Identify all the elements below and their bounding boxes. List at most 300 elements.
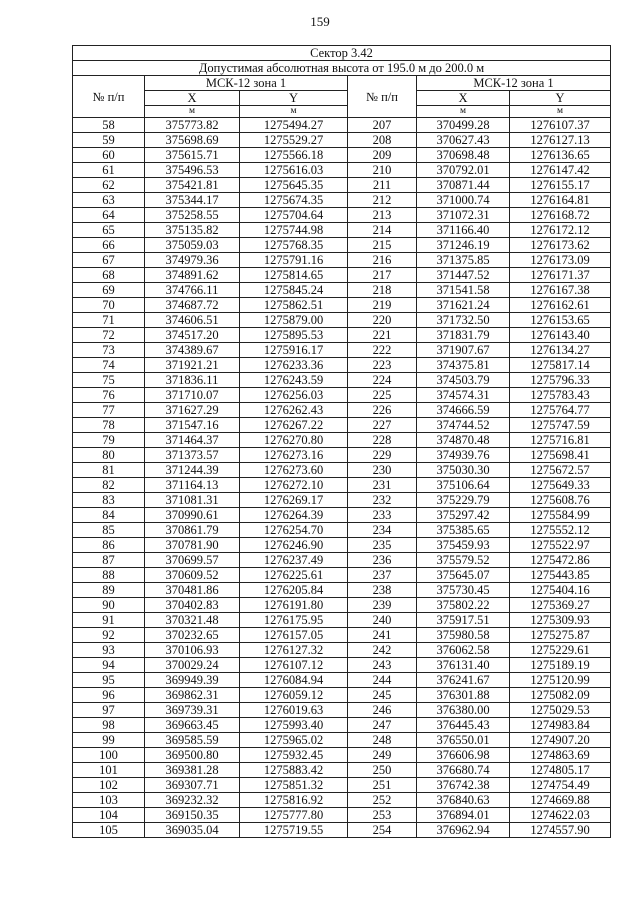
table-row: [73, 808, 611, 823]
cell-x-right: 376680.74: [417, 763, 510, 778]
cell-num-left: 72: [73, 328, 145, 343]
table-header: [73, 46, 611, 118]
cell-num-left: 62: [73, 178, 145, 193]
cell-y-right: 1276136.65: [510, 148, 611, 163]
table-row: [73, 418, 611, 433]
cell-x-left: 371081.31: [145, 493, 240, 508]
cell-x-right: 371831.79: [417, 328, 510, 343]
table-row: [73, 403, 611, 418]
cell-x-right: 374870.48: [417, 433, 510, 448]
cell-x-left: 375344.17: [145, 193, 240, 208]
cell-x-left: 371710.07: [145, 388, 240, 403]
cell-x-right: 370871.44: [417, 178, 510, 193]
cell-y-right: 1276162.61: [510, 298, 611, 313]
cell-y-right: 1274907.20: [510, 733, 611, 748]
cell-num-left: 75: [73, 373, 145, 388]
table-row: [73, 793, 611, 808]
table-row: [73, 283, 611, 298]
cell-num-left: 103: [73, 793, 145, 808]
cell-x-left: 369739.31: [145, 703, 240, 718]
cell-num-right: 230: [348, 463, 417, 478]
table-row: [73, 673, 611, 688]
cell-y-left: 1276273.16: [240, 448, 348, 463]
cell-x-right: 375579.52: [417, 553, 510, 568]
y-unit-left: м: [240, 106, 348, 118]
cell-num-right: 227: [348, 418, 417, 433]
cell-x-right: 371732.50: [417, 313, 510, 328]
table-row: [73, 223, 611, 238]
cell-num-left: 96: [73, 688, 145, 703]
cell-y-left: 1275883.42: [240, 763, 348, 778]
cell-y-right: 1275369.27: [510, 598, 611, 613]
cell-x-left: 370481.86: [145, 583, 240, 598]
cell-x-right: 371166.40: [417, 223, 510, 238]
cell-num-left: 76: [73, 388, 145, 403]
cell-x-right: 370792.01: [417, 163, 510, 178]
cell-num-right: 217: [348, 268, 417, 283]
cell-y-right: 1274983.84: [510, 718, 611, 733]
cell-y-right: 1275552.12: [510, 523, 611, 538]
table-row: [73, 568, 611, 583]
cell-y-left: 1276175.95: [240, 613, 348, 628]
cell-x-right: 376445.43: [417, 718, 510, 733]
cell-y-left: 1275895.53: [240, 328, 348, 343]
y-unit-right: м: [510, 106, 611, 118]
cell-y-right: 1276168.72: [510, 208, 611, 223]
table-row: [73, 178, 611, 193]
cell-x-left: 374606.51: [145, 313, 240, 328]
cell-y-left: 1275993.40: [240, 718, 348, 733]
cell-x-left: 369949.39: [145, 673, 240, 688]
cell-x-right: 374666.59: [417, 403, 510, 418]
cell-x-right: 376894.01: [417, 808, 510, 823]
cell-x-left: 375135.82: [145, 223, 240, 238]
cell-num-right: 234: [348, 523, 417, 538]
cell-num-right: 240: [348, 613, 417, 628]
height-range: Допустимая абсолютная высота от 195.0 м до 200.0 м: [73, 61, 611, 76]
cell-y-right: 1275716.81: [510, 433, 611, 448]
cell-y-right: 1275309.93: [510, 613, 611, 628]
cell-x-left: 374687.72: [145, 298, 240, 313]
cell-y-right: 1275029.53: [510, 703, 611, 718]
cell-num-left: 82: [73, 478, 145, 493]
cell-num-left: 73: [73, 343, 145, 358]
cell-x-left: 374979.36: [145, 253, 240, 268]
sector-title: Сектор 3.42: [73, 46, 611, 61]
y-header-right: Y: [510, 91, 611, 106]
cell-num-right: 231: [348, 478, 417, 493]
cell-num-left: 70: [73, 298, 145, 313]
cell-x-right: 375385.65: [417, 523, 510, 538]
cell-num-right: 248: [348, 733, 417, 748]
cell-y-left: 1275494.27: [240, 118, 348, 133]
cell-num-right: 239: [348, 598, 417, 613]
cell-num-left: 61: [73, 163, 145, 178]
cell-y-right: 1275229.61: [510, 643, 611, 658]
table-row: [73, 778, 611, 793]
cell-x-right: 375980.58: [417, 628, 510, 643]
cell-y-right: 1276164.81: [510, 193, 611, 208]
cell-x-right: 371072.31: [417, 208, 510, 223]
cell-x-left: 370106.93: [145, 643, 240, 658]
cell-num-right: 218: [348, 283, 417, 298]
cell-num-right: 213: [348, 208, 417, 223]
cell-x-left: 371244.39: [145, 463, 240, 478]
cell-x-left: 369500.80: [145, 748, 240, 763]
table-row: [73, 133, 611, 148]
cell-num-right: 237: [348, 568, 417, 583]
cell-x-right: 376241.67: [417, 673, 510, 688]
cell-num-right: 228: [348, 433, 417, 448]
cell-y-right: 1274557.90: [510, 823, 611, 838]
cell-x-right: 375730.45: [417, 583, 510, 598]
cell-x-left: 370861.79: [145, 523, 240, 538]
cell-x-right: 376606.98: [417, 748, 510, 763]
cell-num-left: 84: [73, 508, 145, 523]
cell-y-left: 1275566.18: [240, 148, 348, 163]
cell-num-left: 83: [73, 493, 145, 508]
cell-num-left: 88: [73, 568, 145, 583]
cell-y-left: 1276019.63: [240, 703, 348, 718]
table-row: [73, 163, 611, 178]
table-row: [73, 523, 611, 538]
cell-num-left: 91: [73, 613, 145, 628]
cell-y-left: 1275879.00: [240, 313, 348, 328]
table-row: [73, 463, 611, 478]
cell-num-left: 104: [73, 808, 145, 823]
cell-y-left: 1275916.17: [240, 343, 348, 358]
table-row: [73, 658, 611, 673]
table-row: [73, 298, 611, 313]
cell-y-right: 1276171.37: [510, 268, 611, 283]
num-header-right: № п/п: [348, 76, 417, 118]
table-row: [73, 238, 611, 253]
cell-y-right: 1276173.62: [510, 238, 611, 253]
cell-y-right: 1275649.33: [510, 478, 611, 493]
cell-x-right: 376062.58: [417, 643, 510, 658]
cell-num-right: 233: [348, 508, 417, 523]
cell-x-right: 374574.31: [417, 388, 510, 403]
table-row: [73, 748, 611, 763]
table-row: [73, 553, 611, 568]
cell-num-right: 250: [348, 763, 417, 778]
table-row: [73, 343, 611, 358]
cell-num-right: 232: [348, 493, 417, 508]
cell-y-left: 1276233.36: [240, 358, 348, 373]
cell-num-right: 207: [348, 118, 417, 133]
cell-y-left: 1276205.84: [240, 583, 348, 598]
cell-x-right: 376742.38: [417, 778, 510, 793]
table-row: [73, 448, 611, 463]
cell-num-left: 58: [73, 118, 145, 133]
cell-x-left: 371627.29: [145, 403, 240, 418]
page-number: 159: [310, 14, 330, 29]
cell-num-left: 95: [73, 673, 145, 688]
cell-y-right: 1275472.86: [510, 553, 611, 568]
cell-x-right: 371246.19: [417, 238, 510, 253]
cell-y-left: 1276246.90: [240, 538, 348, 553]
cell-y-left: 1276084.94: [240, 673, 348, 688]
cell-y-right: 1274805.17: [510, 763, 611, 778]
cell-y-right: 1274622.03: [510, 808, 611, 823]
cell-num-right: 220: [348, 313, 417, 328]
table-row: [73, 583, 611, 598]
cell-x-right: 370698.48: [417, 148, 510, 163]
cell-x-left: 375421.81: [145, 178, 240, 193]
cell-num-right: 211: [348, 178, 417, 193]
x-unit-left: м: [145, 106, 240, 118]
cell-num-left: 67: [73, 253, 145, 268]
cell-y-left: 1275816.92: [240, 793, 348, 808]
cell-y-left: 1276157.05: [240, 628, 348, 643]
cell-num-right: 209: [348, 148, 417, 163]
cell-x-right: 371621.24: [417, 298, 510, 313]
y-header-left: Y: [240, 91, 348, 106]
cell-x-right: 376380.00: [417, 703, 510, 718]
cell-y-right: 1276143.40: [510, 328, 611, 343]
cell-y-right: 1275189.19: [510, 658, 611, 673]
cell-x-left: 370402.83: [145, 598, 240, 613]
cell-x-left: 371464.37: [145, 433, 240, 448]
cell-x-left: 375258.55: [145, 208, 240, 223]
table-row: [73, 388, 611, 403]
cell-x-left: 369035.04: [145, 823, 240, 838]
table-row: [73, 643, 611, 658]
cell-x-right: 375106.64: [417, 478, 510, 493]
cell-x-left: 370029.24: [145, 658, 240, 673]
cell-num-left: 63: [73, 193, 145, 208]
cell-x-left: 369663.45: [145, 718, 240, 733]
cell-y-left: 1275719.55: [240, 823, 348, 838]
table-row: [73, 328, 611, 343]
cell-x-left: 370232.65: [145, 628, 240, 643]
cell-y-left: 1275791.16: [240, 253, 348, 268]
cell-x-left: 369862.31: [145, 688, 240, 703]
cell-num-left: 105: [73, 823, 145, 838]
cell-num-left: 98: [73, 718, 145, 733]
cell-num-left: 66: [73, 238, 145, 253]
cell-x-left: 369307.71: [145, 778, 240, 793]
cell-x-left: 375496.53: [145, 163, 240, 178]
cell-x-left: 370699.57: [145, 553, 240, 568]
table-row: [73, 703, 611, 718]
cell-num-left: 68: [73, 268, 145, 283]
cell-num-right: 222: [348, 343, 417, 358]
cell-x-left: 369381.28: [145, 763, 240, 778]
cell-num-left: 79: [73, 433, 145, 448]
cell-y-left: 1276273.60: [240, 463, 348, 478]
cell-num-left: 97: [73, 703, 145, 718]
cell-num-left: 101: [73, 763, 145, 778]
num-header-left: № п/п: [73, 76, 145, 118]
cell-num-right: 229: [348, 448, 417, 463]
coordinates-table: [72, 45, 611, 838]
cell-x-right: 374744.52: [417, 418, 510, 433]
cell-y-left: 1276127.32: [240, 643, 348, 658]
cell-y-right: 1274863.69: [510, 748, 611, 763]
cell-x-left: 371164.13: [145, 478, 240, 493]
cell-num-right: 253: [348, 808, 417, 823]
cell-num-left: 86: [73, 538, 145, 553]
cell-x-left: 369150.35: [145, 808, 240, 823]
cell-y-right: 1276153.65: [510, 313, 611, 328]
cell-y-left: 1275704.64: [240, 208, 348, 223]
cell-x-left: 374389.67: [145, 343, 240, 358]
cell-x-right: 376840.63: [417, 793, 510, 808]
cell-x-right: 370499.28: [417, 118, 510, 133]
cell-num-right: 249: [348, 748, 417, 763]
cell-num-right: 221: [348, 328, 417, 343]
cell-x-left: 374517.20: [145, 328, 240, 343]
cell-x-left: 374891.62: [145, 268, 240, 283]
cell-y-left: 1275529.27: [240, 133, 348, 148]
cell-y-left: 1276059.12: [240, 688, 348, 703]
cell-num-left: 93: [73, 643, 145, 658]
table-row: [73, 598, 611, 613]
table-row: [73, 358, 611, 373]
cell-x-left: 375698.69: [145, 133, 240, 148]
cell-y-right: 1276173.09: [510, 253, 611, 268]
cell-num-left: 74: [73, 358, 145, 373]
x-unit-right: м: [417, 106, 510, 118]
cell-y-left: 1275965.02: [240, 733, 348, 748]
cell-x-right: 376962.94: [417, 823, 510, 838]
cell-x-left: 375615.71: [145, 148, 240, 163]
cell-num-right: 238: [348, 583, 417, 598]
cell-y-left: 1276243.59: [240, 373, 348, 388]
cell-y-right: 1274669.88: [510, 793, 611, 808]
cell-y-right: 1275796.33: [510, 373, 611, 388]
cell-y-left: 1276269.17: [240, 493, 348, 508]
cell-y-left: 1276264.39: [240, 508, 348, 523]
cell-y-right: 1275747.59: [510, 418, 611, 433]
cell-num-right: 215: [348, 238, 417, 253]
cell-x-left: 370321.48: [145, 613, 240, 628]
cell-x-left: 374766.11: [145, 283, 240, 298]
cell-y-right: 1275672.57: [510, 463, 611, 478]
cell-num-right: 235: [348, 538, 417, 553]
cell-num-right: 247: [348, 718, 417, 733]
cell-y-left: 1275814.65: [240, 268, 348, 283]
table-body: [73, 118, 611, 838]
cell-y-left: 1276267.22: [240, 418, 348, 433]
cell-num-left: 64: [73, 208, 145, 223]
cell-num-right: 208: [348, 133, 417, 148]
table-row: [73, 148, 611, 163]
cell-x-left: 371921.21: [145, 358, 240, 373]
cell-y-right: 1275584.99: [510, 508, 611, 523]
table-row: [73, 538, 611, 553]
cell-x-right: 370627.43: [417, 133, 510, 148]
cell-num-left: 69: [73, 283, 145, 298]
table-row: [73, 208, 611, 223]
cell-y-right: 1275120.99: [510, 673, 611, 688]
table-row: [73, 613, 611, 628]
cell-num-right: 219: [348, 298, 417, 313]
cell-y-right: 1275817.14: [510, 358, 611, 373]
table-row: [73, 718, 611, 733]
cell-num-right: 246: [348, 703, 417, 718]
cell-x-right: 371907.67: [417, 343, 510, 358]
table-row: [73, 493, 611, 508]
cell-x-right: 375645.07: [417, 568, 510, 583]
zone-header-left: МСК-12 зона 1: [145, 76, 348, 91]
cell-x-right: 375802.22: [417, 598, 510, 613]
cell-y-left: 1275645.35: [240, 178, 348, 193]
cell-num-right: 226: [348, 403, 417, 418]
cell-y-left: 1276254.70: [240, 523, 348, 538]
cell-x-right: 374503.79: [417, 373, 510, 388]
table-row: [73, 433, 611, 448]
cell-x-left: 375059.03: [145, 238, 240, 253]
cell-num-left: 80: [73, 448, 145, 463]
cell-x-right: 371447.52: [417, 268, 510, 283]
cell-num-left: 100: [73, 748, 145, 763]
cell-x-left: 370609.52: [145, 568, 240, 583]
cell-y-right: 1275764.77: [510, 403, 611, 418]
cell-num-right: 212: [348, 193, 417, 208]
cell-x-left: 369232.32: [145, 793, 240, 808]
cell-y-right: 1276155.17: [510, 178, 611, 193]
x-header-right: X: [417, 91, 510, 106]
cell-y-left: 1276256.03: [240, 388, 348, 403]
table-row: [73, 508, 611, 523]
cell-num-left: 89: [73, 583, 145, 598]
cell-num-left: 65: [73, 223, 145, 238]
cell-num-right: 214: [348, 223, 417, 238]
cell-y-right: 1275783.43: [510, 388, 611, 403]
cell-y-right: 1276172.12: [510, 223, 611, 238]
cell-y-right: 1276107.37: [510, 118, 611, 133]
cell-num-right: 244: [348, 673, 417, 688]
cell-x-right: 376550.01: [417, 733, 510, 748]
cell-num-right: 223: [348, 358, 417, 373]
cell-x-left: 370781.90: [145, 538, 240, 553]
cell-num-right: 254: [348, 823, 417, 838]
table-row: [73, 193, 611, 208]
cell-y-right: 1275522.97: [510, 538, 611, 553]
cell-num-left: 99: [73, 733, 145, 748]
table-row: [73, 118, 611, 133]
table-row: [73, 478, 611, 493]
cell-y-left: 1275768.35: [240, 238, 348, 253]
cell-num-left: 60: [73, 148, 145, 163]
cell-x-right: 371541.58: [417, 283, 510, 298]
cell-y-left: 1275862.51: [240, 298, 348, 313]
table-row: [73, 823, 611, 838]
cell-y-left: 1276237.49: [240, 553, 348, 568]
cell-y-left: 1275851.32: [240, 778, 348, 793]
cell-num-left: 81: [73, 463, 145, 478]
cell-num-right: 242: [348, 643, 417, 658]
cell-y-right: 1275082.09: [510, 688, 611, 703]
cell-y-right: 1275404.16: [510, 583, 611, 598]
cell-x-left: 371547.16: [145, 418, 240, 433]
cell-num-left: 94: [73, 658, 145, 673]
cell-y-left: 1275674.35: [240, 193, 348, 208]
cell-x-left: 371836.11: [145, 373, 240, 388]
cell-num-right: 241: [348, 628, 417, 643]
cell-y-right: 1275698.41: [510, 448, 611, 463]
table-row: [73, 688, 611, 703]
cell-y-right: 1276134.27: [510, 343, 611, 358]
cell-y-right: 1274754.49: [510, 778, 611, 793]
cell-y-left: 1275616.03: [240, 163, 348, 178]
cell-y-left: 1275932.45: [240, 748, 348, 763]
table-row: [73, 628, 611, 643]
cell-y-left: 1276262.43: [240, 403, 348, 418]
table-row: [73, 733, 611, 748]
